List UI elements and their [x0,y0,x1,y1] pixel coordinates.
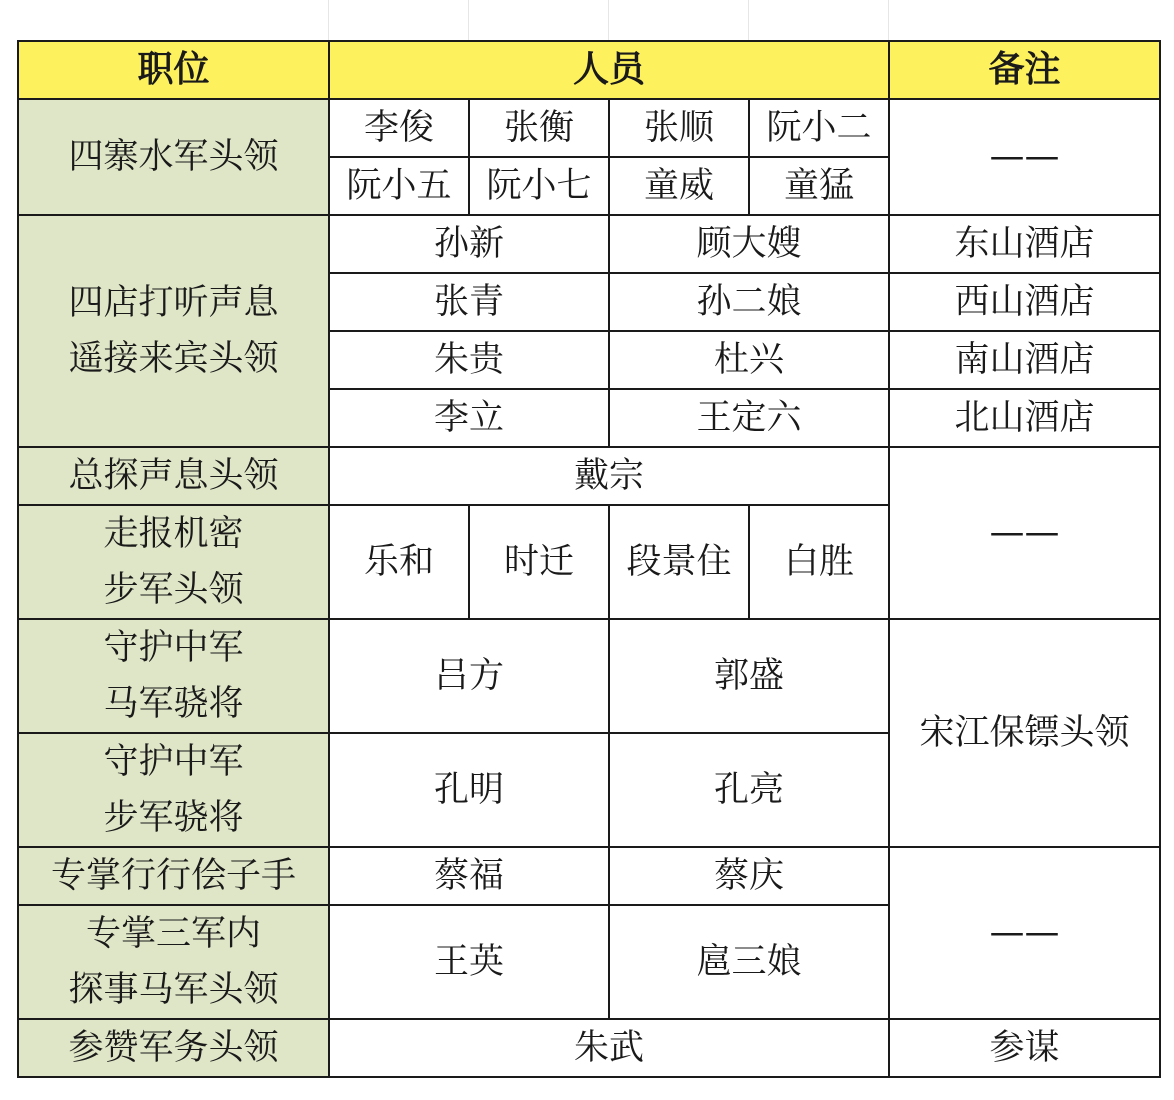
position-cell: 专掌行行侩子手 [18,847,329,905]
position-cell: 守护中军 马军骁将 [18,619,329,733]
header-note: 备注 [889,41,1160,99]
person-cell: 时迁 [469,505,609,619]
person-cell: 杜兴 [609,331,889,389]
note-cell: 南山酒店 [889,331,1160,389]
person-cell: 张青 [329,273,609,331]
person-cell: 朱武 [329,1019,889,1077]
person-cell: 扈三娘 [609,905,889,1019]
person-cell: 蔡福 [329,847,609,905]
person-cell: 阮小七 [469,157,609,215]
note-cell: 参谋 [889,1019,1160,1077]
person-cell: 孙二娘 [609,273,889,331]
position-cell: 参赞军务头领 [18,1019,329,1077]
person-cell: 段景住 [609,505,749,619]
person-cell: 戴宗 [329,447,889,505]
position-cell: 四寨水军头领 [18,99,329,215]
header-personnel: 人员 [329,41,889,99]
person-cell: 孙新 [329,215,609,273]
person-cell: 孔明 [329,733,609,847]
note-cell: —— [889,847,1160,1019]
roster-table [17,40,1161,1078]
person-cell: 孔亮 [609,733,889,847]
person-cell: 朱贵 [329,331,609,389]
position-cell: 四店打听声息 遥接来宾头领 [18,215,329,447]
position-cell: 专掌三军内 探事马军头领 [18,905,329,1019]
note-cell: 东山酒店 [889,215,1160,273]
person-cell: 童威 [609,157,749,215]
header-position: 职位 [18,41,329,99]
note-cell: 宋江保镖头领 [889,619,1160,847]
position-cell: 守护中军 步军骁将 [18,733,329,847]
position-cell: 走报机密 步军头领 [18,505,329,619]
note-cell: —— [889,99,1160,215]
person-cell: 蔡庆 [609,847,889,905]
person-cell: 乐和 [329,505,469,619]
person-cell: 李俊 [329,99,469,157]
person-cell: 吕方 [329,619,609,733]
note-cell: 西山酒店 [889,273,1160,331]
person-cell: 张顺 [609,99,749,157]
person-cell: 白胜 [749,505,889,619]
person-cell: 阮小二 [749,99,889,157]
person-cell: 顾大嫂 [609,215,889,273]
person-cell: 阮小五 [329,157,469,215]
person-cell: 郭盛 [609,619,889,733]
position-cell: 总探声息头领 [18,447,329,505]
person-cell: 王定六 [609,389,889,447]
note-cell: 北山酒店 [889,389,1160,447]
person-cell: 张衡 [469,99,609,157]
person-cell: 王英 [329,905,609,1019]
person-cell: 李立 [329,389,609,447]
person-cell: 童猛 [749,157,889,215]
note-cell: —— [889,447,1160,619]
